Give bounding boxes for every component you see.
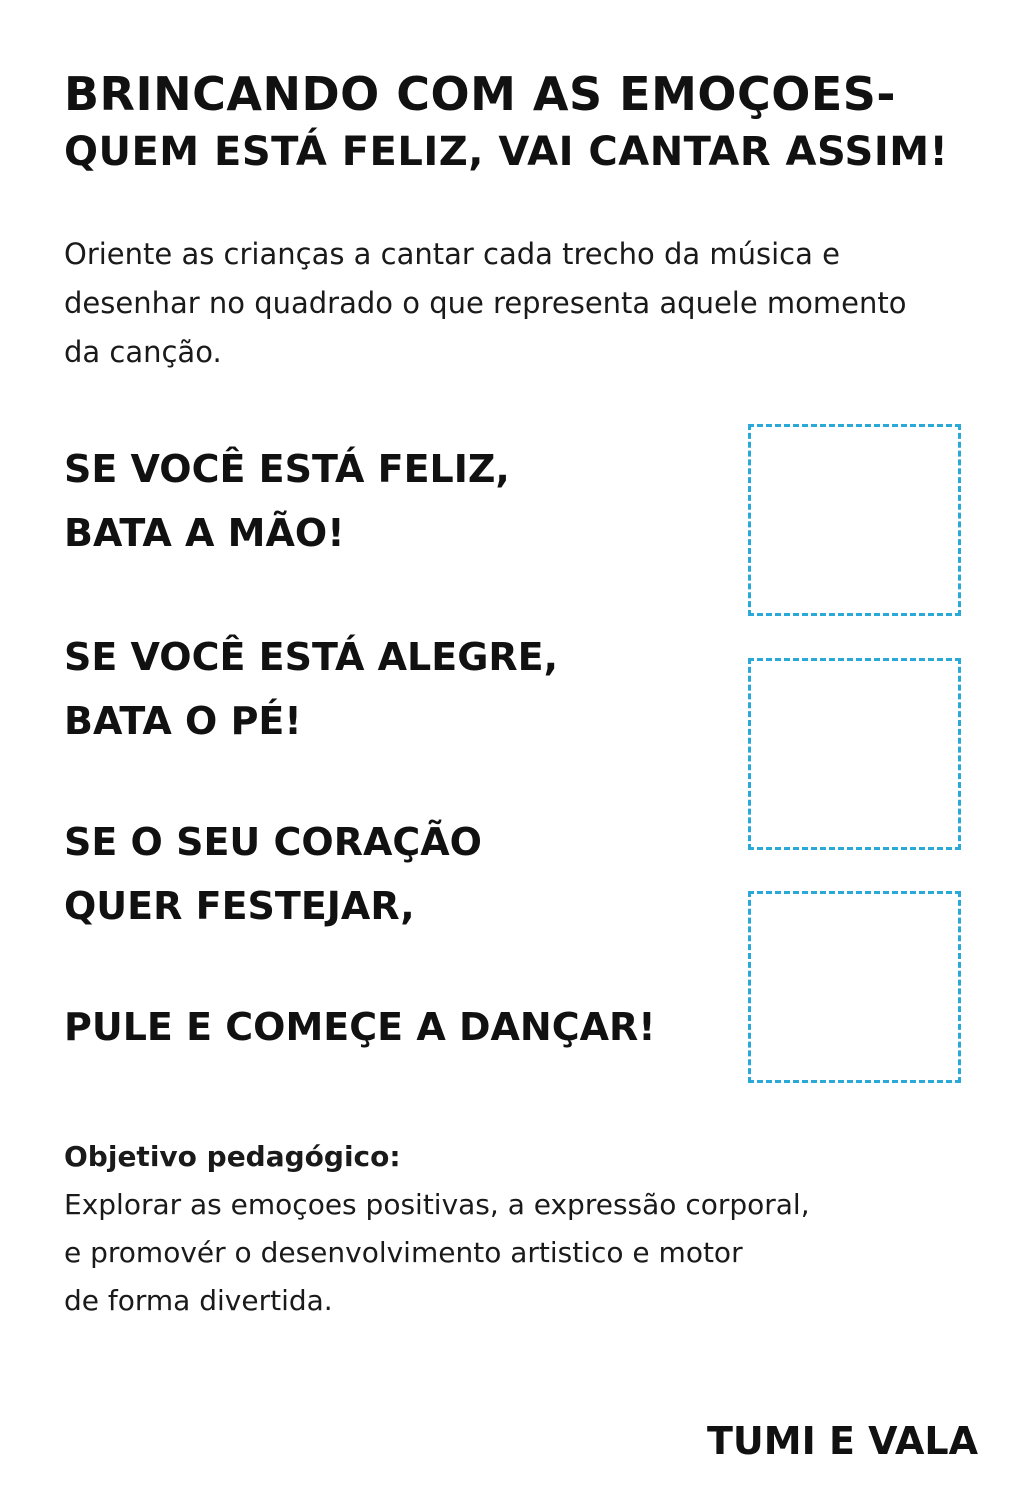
song-verse-2 bbox=[64, 625, 558, 753]
verse-4-line-1: PULE E COMEÇE A DANÇAR! bbox=[64, 1005, 656, 1049]
objective-line-1: Explorar as emoçoes positivas, a expressão corporal, bbox=[64, 1188, 810, 1221]
song-verse-1 bbox=[64, 437, 510, 565]
objective-heading: Objetivo pedagógico: bbox=[64, 1140, 401, 1173]
verse-3-line-1: SE O SEU CORAÇÃO bbox=[64, 820, 482, 864]
song-verse-3 bbox=[64, 810, 482, 938]
pedagogical-objective bbox=[64, 1133, 964, 1325]
song-verse-4 bbox=[64, 995, 656, 1059]
verse-1-line-1: SE VOCÊ ESTÁ FELIZ, bbox=[64, 447, 510, 491]
objective-line-2: e promovér o desenvolvimento artistico e motor bbox=[64, 1236, 743, 1269]
verse-1-line-2: BATA A MÃO! bbox=[64, 511, 345, 555]
instructions-paragraph bbox=[64, 230, 1004, 377]
verse-3-line-2: QUER FESTEJAR, bbox=[64, 884, 415, 928]
instructions-line-2: desenhar no quadrado o que representa aquele momento bbox=[64, 286, 907, 320]
page-title bbox=[64, 64, 1004, 180]
author-signature: TUMI E VALA bbox=[706, 1419, 978, 1463]
verse-2-line-2: BATA O PÉ! bbox=[64, 699, 302, 743]
verse-2-line-1: SE VOCÊ ESTÁ ALEGRE, bbox=[64, 635, 559, 679]
instructions-line-3: da canção. bbox=[64, 335, 222, 369]
instructions-line-1: Oriente as crianças a cantar cada trecho da música e bbox=[64, 237, 840, 271]
drawing-box-3[interactable] bbox=[748, 891, 961, 1083]
objective-line-3: de forma divertida. bbox=[64, 1284, 333, 1317]
drawing-box-2[interactable] bbox=[748, 658, 961, 850]
title-line-2: QUEM ESTÁ FELIZ, VAI CANTAR ASSIM! bbox=[64, 129, 949, 175]
drawing-box-1[interactable] bbox=[748, 424, 961, 616]
title-line-1: BRINCANDO COM AS EMOÇOES- bbox=[64, 67, 896, 121]
